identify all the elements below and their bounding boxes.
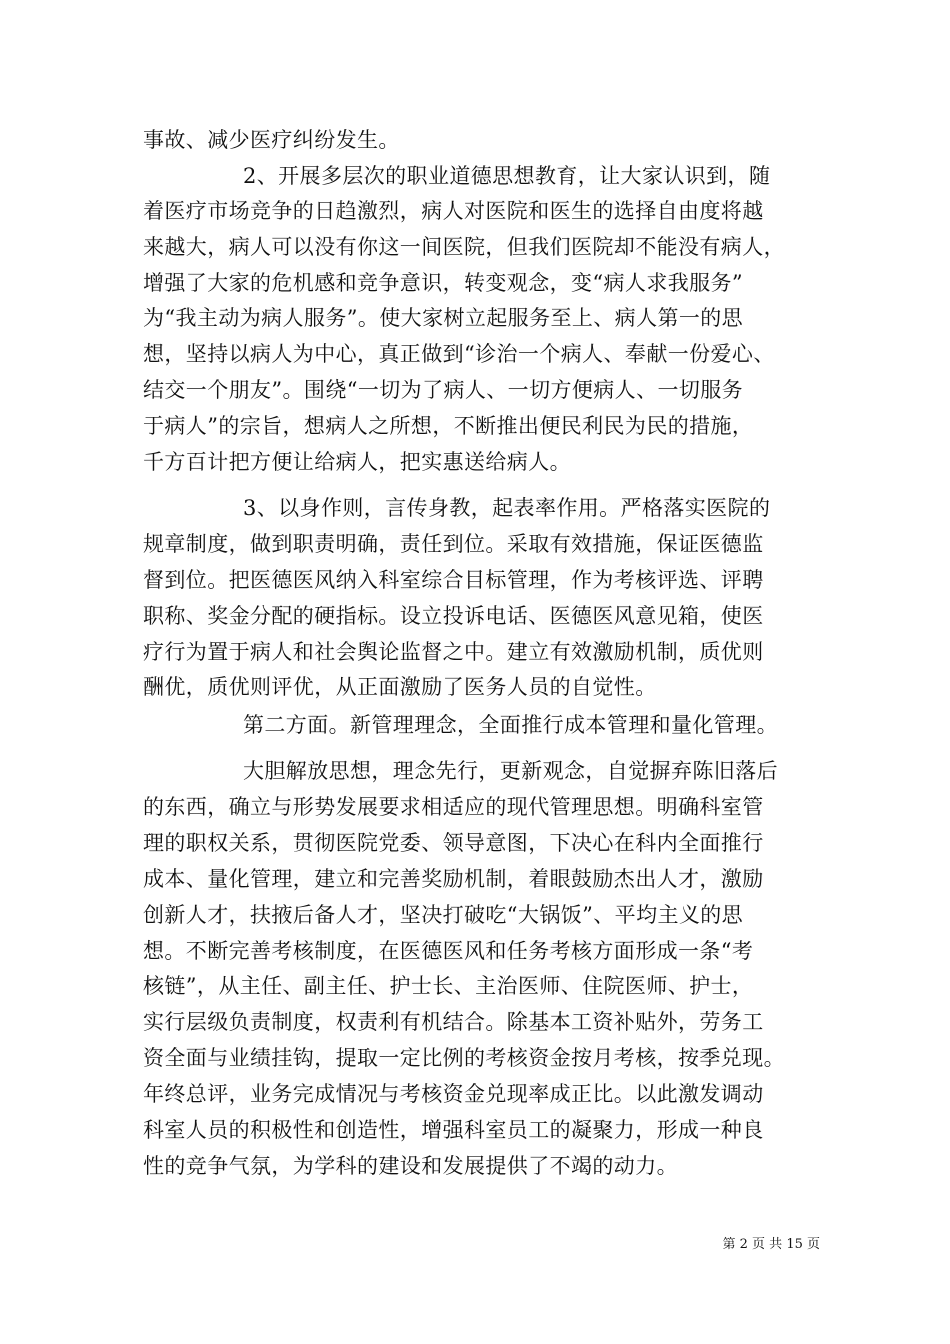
text-line: 创新人才，扶掖后备人才，坚决打破吃“大锅饭”、平均主义的思 — [143, 903, 744, 927]
text-line: 理的职权关系，贯彻医院党委、领导意图，下决心在科内全面推行 — [143, 831, 764, 855]
text-line: 来越大，病人可以没有你这一间医院，但我们医院却不能没有病人， — [143, 235, 785, 259]
text-line: 职称、奖金分配的硬指标。设立投诉电话、医德医风意见箱，使医 — [143, 604, 764, 628]
text-line: 年终总评，业务完成情况与考核资金兑现率成正比。以此激发调动 — [143, 1082, 764, 1106]
text-line: 督到位。把医德医风纳入科室综合目标管理，作为考核评选、评聘 — [143, 568, 764, 592]
paragraph-start-line: 2、开展多层次的职业道德思想教育，让大家认识到，随 — [243, 164, 771, 188]
text-line: 疗行为置于病人和社会舆论监督之中。建立有效激励机制，质优则 — [143, 640, 764, 664]
text-line: 想，坚持以病人为中心，真正做到“诊治一个病人、奉献一份爱心、 — [143, 342, 775, 366]
text-line: 增强了大家的危机感和竞争意识，转变观念，变“病人求我服务” — [143, 271, 744, 295]
text-line: 规章制度，做到职责明确，责任到位。采取有效措施，保证医德监 — [143, 532, 764, 556]
text-line: 于病人”的宗旨，想病人之所想，不断推出便民利民为民的措施， — [143, 414, 754, 438]
paragraph-start-line: 3、以身作则，言传身教，起表率作用。严格落实医院的 — [243, 496, 771, 520]
text-line: 科室人员的积极性和创造性，增强科室员工的凝聚力，形成一种良 — [143, 1118, 764, 1142]
text-line: 想。不断完善考核制度，在医德医风和任务考核方面形成一条“考 — [143, 939, 754, 963]
text-line: 结交一个朋友”。围绕“一切为了病人、一切方便病人、一切服务 — [143, 378, 744, 402]
text-line: 的东西，确立与形势发展要求相适应的现代管理思想。明确科室管 — [143, 795, 764, 819]
text-line: 酬优，质优则评优，从正面激励了医务人员的自觉性。 — [143, 675, 657, 699]
text-line: 千方百计把方便让给病人，把实惠送给病人。 — [143, 450, 571, 474]
text-line: 核链”，从主任、副主任、护士长、主治医师、住院医师、护士， — [143, 974, 754, 998]
text-line: 成本、量化管理，建立和完善奖励机制，着眼鼓励杰出人才，激励 — [143, 867, 764, 891]
text-line: 为“我主动为病人服务”。使大家树立起服务至上、病人第一的思 — [143, 306, 744, 330]
page-number-footer: 第 2 页 共 15 页 — [722, 1237, 820, 1252]
text-line: 事故、减少医疗纠纷发生。 — [143, 128, 400, 152]
paragraph-start-line: 大胆解放思想，理念先行，更新观念，自觉摒弃陈旧落后 — [243, 759, 778, 783]
section-heading-line: 第二方面。新管理理念，全面推行成本管理和量化管理。 — [243, 713, 778, 737]
text-line: 性的竞争气氛，为学科的建设和发展提供了不竭的动力。 — [143, 1154, 678, 1178]
text-line: 实行层级负责制度，权责利有机结合。除基本工资补贴外，劳务工 — [143, 1010, 764, 1034]
text-line: 着医疗市场竞争的日趋激烈，病人对医院和医生的选择自由度将越 — [143, 199, 764, 223]
text-line: 资全面与业绩挂钩，提取一定比例的考核资金按月考核，按季兑现。 — [143, 1046, 785, 1070]
